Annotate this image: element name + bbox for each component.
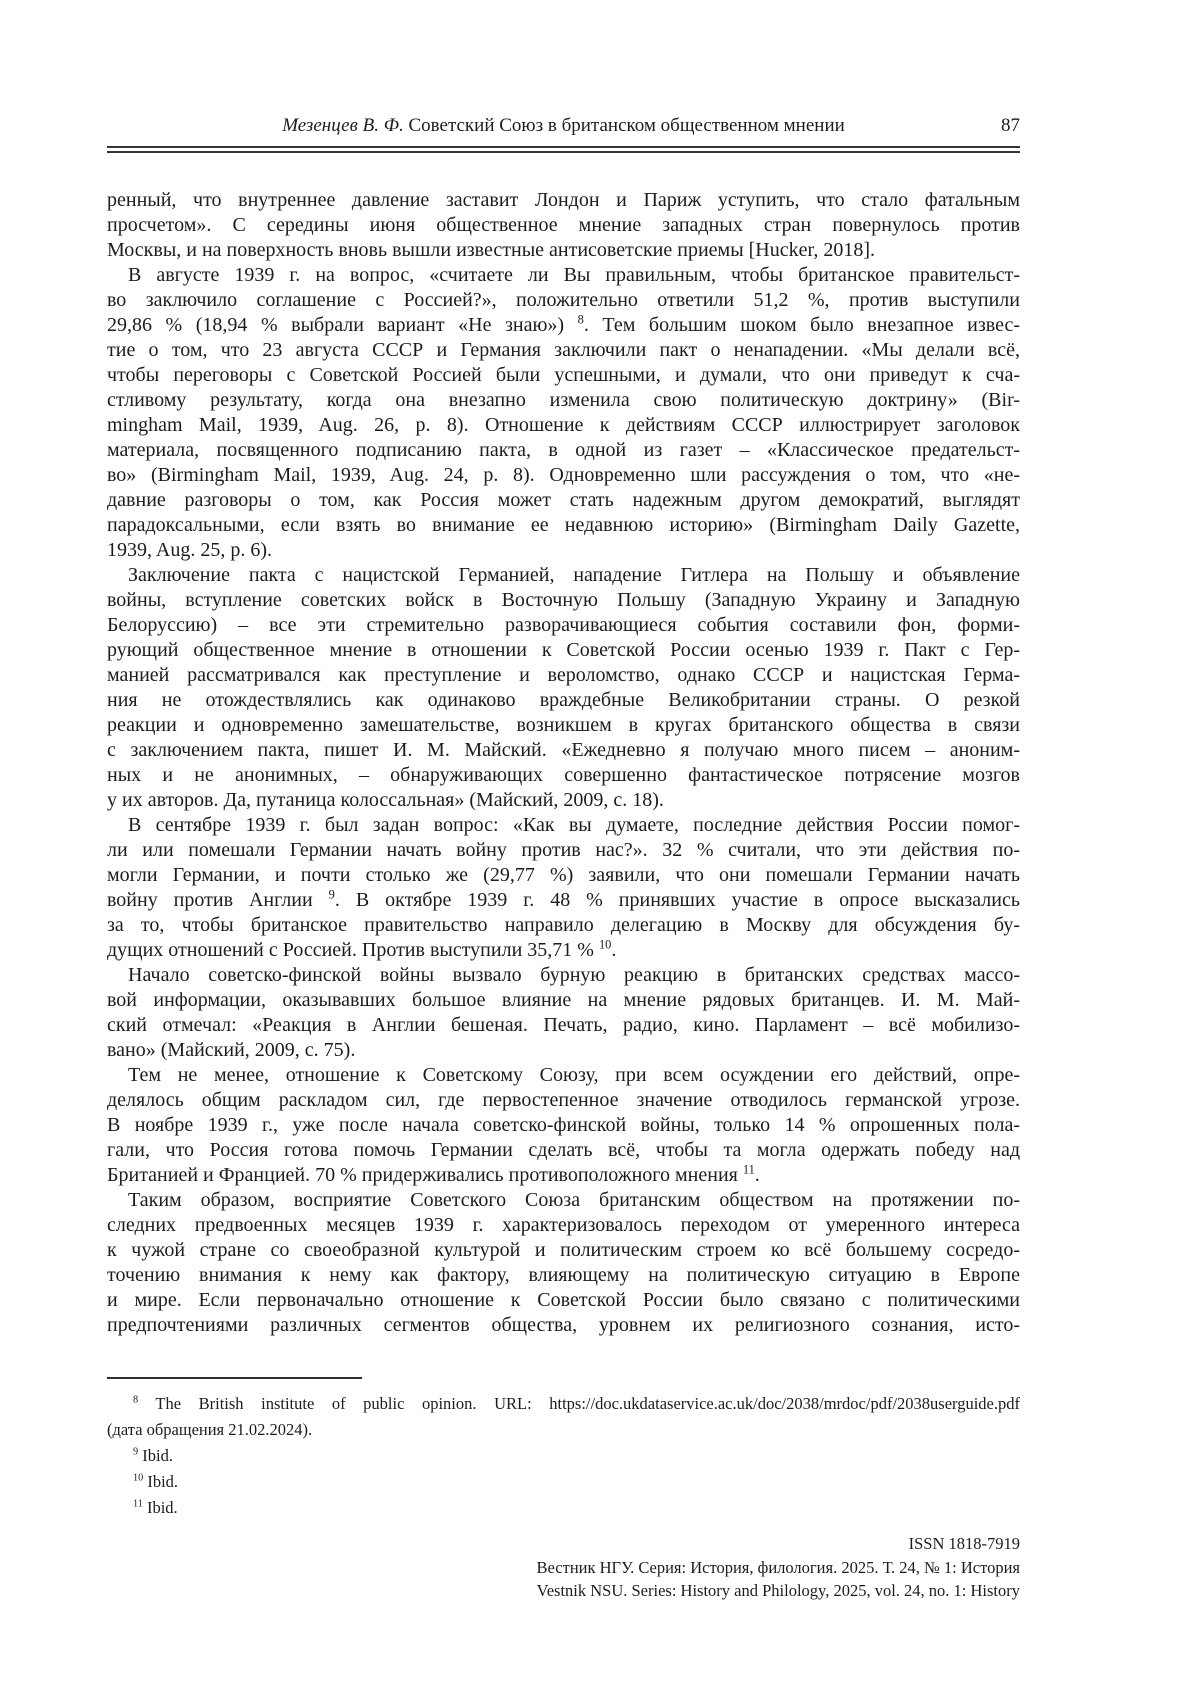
- footnote-ref: 11: [742, 1162, 755, 1177]
- footnotes: [107, 1391, 1020, 1521]
- body-line: давние разговоры о том, как Россия может стать надежным другом демократий, выглядят: [107, 489, 1020, 511]
- body-line: ния не отождествлялись как одинаково враждебные Великобритании страны. О резкой: [107, 689, 1020, 711]
- body-line: 29,86 % (18,94 % выбрали вариант «Не знаю») $^8$. Тем большим шоком было внезапное извес-: [107, 312, 1020, 336]
- body-line: манией рассматривался как преступление и вероломство, однако СССР и нацистская Герма-: [107, 664, 1020, 686]
- body-line: материала, посвященного подписанию пакта, в одной из газет – «Классическое предательст-: [107, 439, 1020, 461]
- body-line: предпочтениями различных сегментов общества, уровнем их религиозного сознания, исто-: [107, 1314, 1020, 1336]
- footnote-separator: [107, 1377, 362, 1379]
- running-head-title: Советский Союз в британском общественном мнении: [408, 115, 845, 136]
- page-number: 87: [1001, 115, 1020, 136]
- body-line: точению внимания к нему как фактору, влияющему на политическую ситуацию в Европе: [107, 1264, 1020, 1286]
- footnote-ref: 11: [133, 1498, 143, 1510]
- footnote: [107, 1391, 1020, 1443]
- body-line: Британией и Францией. 70 % придерживались противоположного мнения $^{11}$.: [107, 1162, 760, 1186]
- body-line: В сентябре 1939 г. был задан вопрос: «Как вы думаете, последние действия России помог-: [128, 814, 1020, 836]
- paragraph: [107, 1063, 1020, 1188]
- imprint-series-en: Vestnik NSU. Series: History and Philology, 2025, vol. 24, no. 1: History: [536, 1581, 1020, 1600]
- paragraph: [107, 1188, 1020, 1338]
- body-line: во заключило соглашение с Россией?», положительно ответили 51,2 %, против выступили: [107, 289, 1020, 311]
- body-line: за то, чтобы британское правительство направило делегацию в Москву для обсуждения бу-: [107, 914, 1020, 936]
- body-line: и мире. Если первоначально отношение к Советской России было связано с политическими: [107, 1289, 1020, 1311]
- body-line: с заключением пакта, пишет И. М. Майский. «Ежедневно я получаю много писем – аноним-: [107, 739, 1020, 761]
- body-line: mingham Mail, 1939, Aug. 26, p. 8). Отношение к действиям СССР иллюстрирует заголовок: [107, 414, 1020, 436]
- paragraph: [107, 963, 1020, 1063]
- running-head-text: [107, 113, 1020, 139]
- footnote-ref: 8: [577, 312, 584, 327]
- body-line: во» (Birmingham Mail, 1939, Aug. 24, p. 8). Одновременно шли рассуждения о том, что «не-: [107, 464, 1020, 486]
- body-line: вой информации, оказывавших большое влияние на мнение рядовых британцев. И. М. Май-: [107, 989, 1020, 1011]
- body-line: войны, вступление советских войск в Восточную Польшу (Западную Украину и Западную: [107, 589, 1020, 611]
- footnote-ref: 9: [133, 1446, 139, 1458]
- body-line: войну против Англии $^9$. В октябре 1939 г. 48 % принявших участие в опросе высказались: [107, 887, 1020, 911]
- paragraph: [107, 188, 1020, 263]
- body-line: Таким образом, восприятие Советского Союза британским обществом на протяжении по-: [128, 1189, 1020, 1211]
- body-line: Заключение пакта с нацистской Германией, нападение Гитлера на Польшу и объявление: [128, 564, 1020, 586]
- article-body: [107, 188, 1020, 1338]
- body-line: стливому результату, когда она внезапно изменила свою политическую доктрину» (Bir-: [107, 389, 1020, 411]
- paragraph: [107, 563, 1020, 813]
- footnote: [107, 1443, 1020, 1469]
- body-line: просчетом». С середины июня общественное мнение западных стран повернулось против: [107, 214, 1020, 236]
- body-line: чтобы переговоры с Советской Россией были успешными, и думали, что они приведут к сча-: [107, 364, 1020, 386]
- body-line: парадоксальными, если взять во внимание ее недавнюю историю» (Birmingham Daily Gazette,: [107, 514, 1020, 536]
- journal-imprint: [537, 1532, 1020, 1603]
- body-line: к чужой стране со своеобразной культурой и политическим строем ко всё большему сосредо-: [107, 1239, 1020, 1261]
- body-line: Тем не менее, отношение к Советскому Союзу, при всем осуждении его действий, опре-: [128, 1064, 1020, 1086]
- paragraph: [107, 813, 1020, 963]
- body-line: ных и не анонимных, – обнаруживающих совершенно фантастическое потрясение мозгов: [107, 764, 1020, 786]
- body-line: следних предвоенных месяцев 1939 г. характеризовалось переходом от умеренного интереса: [107, 1214, 1020, 1236]
- body-line: рующий общественное мнение в отношении к Советской России осенью 1939 г. Пакт с Гер-: [107, 639, 1020, 661]
- footnote: [107, 1495, 1020, 1521]
- paragraph: [107, 263, 1020, 563]
- body-line: вано» (Майский, 2009, с. 75).: [107, 1039, 356, 1061]
- body-line: у их авторов. Да, путаница колоссальная» (Майский, 2009, с. 18).: [107, 789, 664, 811]
- body-line: ли или помешали Германии начать войну против нас?». 32 % считали, что эти действия по-: [107, 839, 1020, 861]
- body-line: ренный, что внутреннее давление заставит Лондон и Париж уступить, что стало фатальным: [107, 189, 1020, 211]
- body-line: Начало советско-финской войны вызвало бурную реакцию в британских средствах массо-: [128, 964, 1020, 986]
- footnote: [107, 1469, 1020, 1495]
- body-line: делялось общим раскладом сил, где первостепенное значение отводилось германской угрозе.: [107, 1089, 1020, 1111]
- running-head-author: Мезенцев В. Ф.: [282, 115, 404, 136]
- body-line: Москвы, и на поверхность вновь вышли известные антисоветские приемы [Hucker, 2018].: [107, 239, 876, 261]
- footnote-line: (дата обращения 21.02.2024).: [107, 1420, 313, 1439]
- body-line: В августе 1939 г. на вопрос, «считаете ли Вы правильным, чтобы британское правительст-: [128, 264, 1020, 286]
- footnote-ref: 9: [328, 887, 335, 902]
- body-line: Белоруссию) – все эти стремительно разворачивающиеся события составили фон, форми-: [107, 614, 1020, 636]
- body-line: 1939, Aug. 25, p. 6).: [107, 539, 272, 561]
- footnote-ref: 10: [133, 1472, 144, 1484]
- header-rule: [107, 146, 1020, 153]
- body-line: ский отмечал: «Реакция в Англии бешеная. Печать, радио, кино. Парламент – всё мобилизо-: [107, 1014, 1020, 1036]
- body-line: дущих отношений с Россией. Против выступили 35,71 % $^{10}$.: [107, 937, 617, 961]
- footnote-ref: 10: [598, 937, 612, 952]
- footnote-line: $^8$ The British institute of public opinion. URL: https://doc.ukdataservice.ac.uk/doc/2038/mrdoc/pdf/2038userguide.pdf: [133, 1394, 1020, 1413]
- body-line: могли Германии, и почти столько же (29,77 %) заявили, что они помешали Германии начать: [107, 864, 1020, 886]
- footnote-line: $^{10}$ Ibid.: [133, 1472, 179, 1491]
- footnote-line: $^9$ Ibid.: [133, 1446, 173, 1465]
- footnote-line: $^{11}$ Ibid.: [133, 1498, 178, 1517]
- imprint-series-ru: Вестник НГУ. Серия: История, филология. 2025. Т. 24, № 1: История: [536, 1557, 1020, 1577]
- imprint-issn: ISSN 1818-7919: [908, 1534, 1020, 1553]
- body-line: реакции и одновременно замешательстве, возникшем в кругах британского общества в связи: [107, 714, 1020, 736]
- body-line: тие о том, что 23 августа СССР и Германия заключили пакт о ненападении. «Мы делали всё,: [107, 339, 1020, 361]
- body-line: В ноябре 1939 г., уже после начала советско-финской войны, только 14 % опрошенных пола-: [107, 1114, 1020, 1136]
- footnote-ref: 8: [133, 1394, 139, 1406]
- running-head: [107, 113, 1020, 139]
- body-line: гали, что Россия готова помочь Германии сделать всё, чтобы та могла одержать победу над: [107, 1139, 1020, 1161]
